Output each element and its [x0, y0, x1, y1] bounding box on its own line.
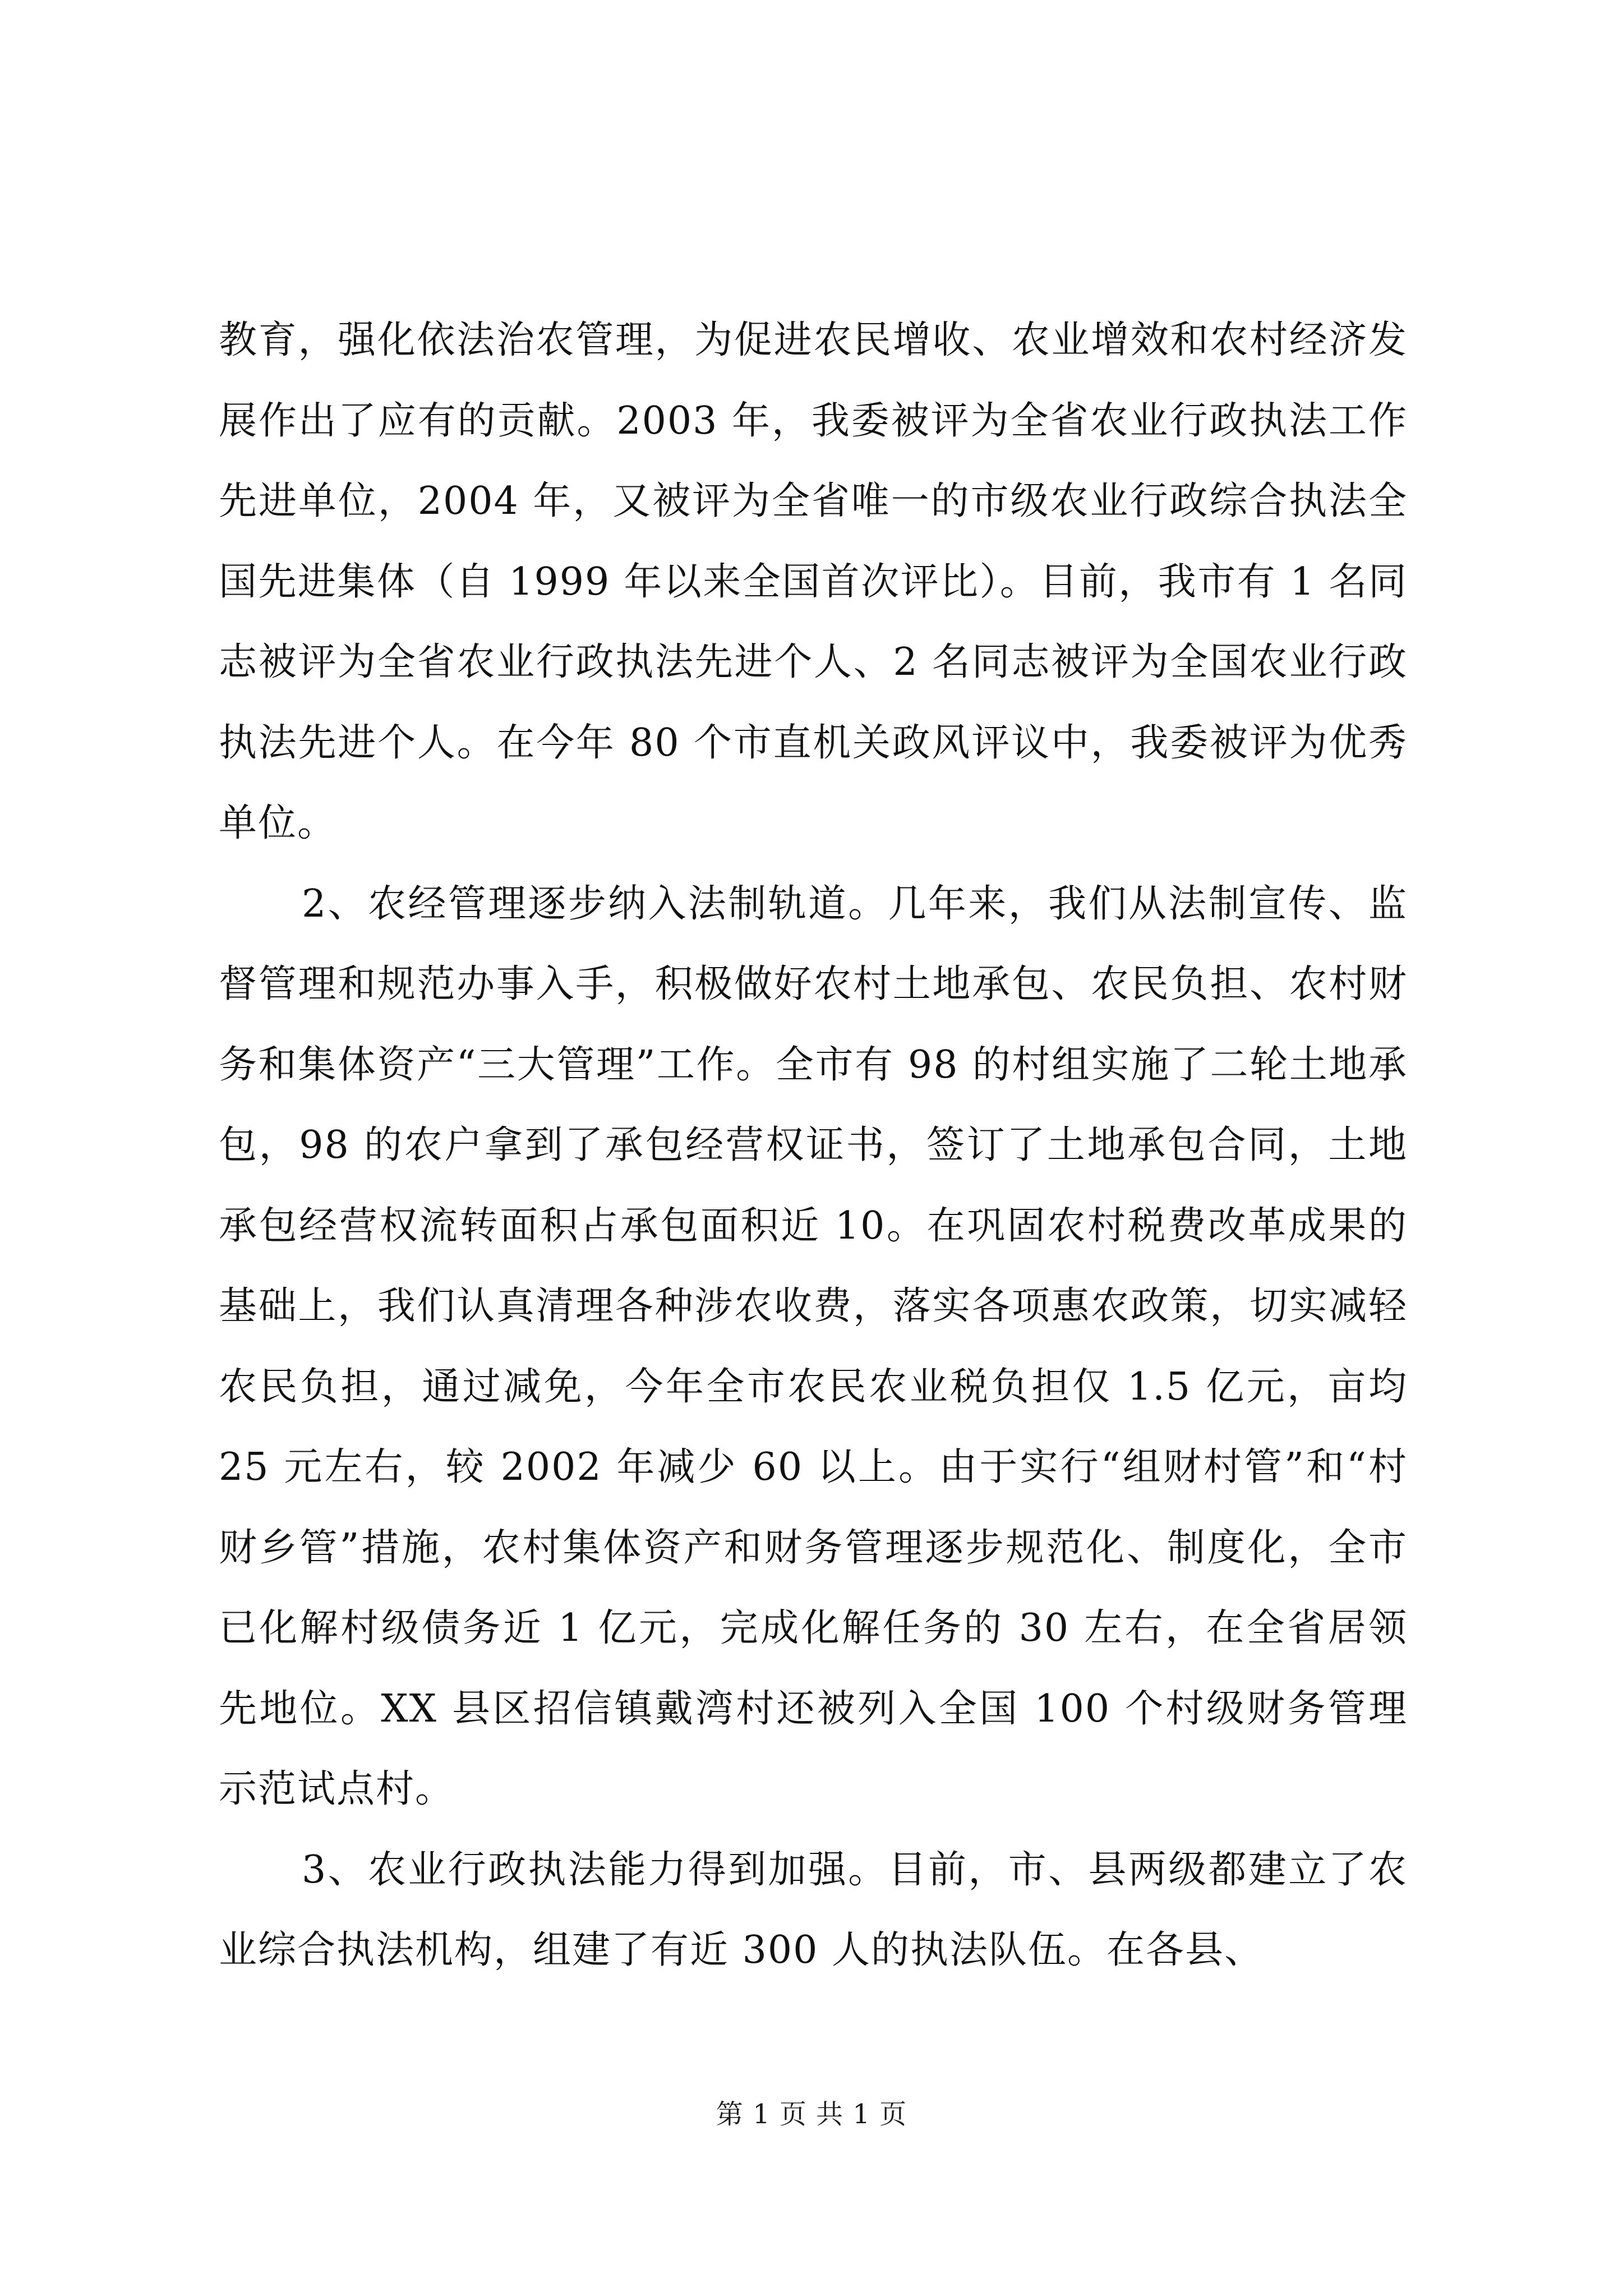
page-number-footer: 第 1 页 共 1 页	[716, 2099, 907, 2130]
paragraph-continuation: 教育，强化依法治农管理，为促进农民增收、农业增效和农村经济发展作出了应有的贡献。2003 年，我委被评为全省农业行政执法工作先进单位，2004 年，又被评为全省唯一的市级农业行政综合执法全国先进集体（自 1999 年以来全国首次评比）。目前，我市有 1 名同志被评为全省农业行政执法先进个人、2 名同志被评为全国农业行政执法先进个人。在今年 80 个市直机关政风评议中，我委被评为优秀单位。	[219, 318, 1408, 845]
paragraph-farm-economy-management: 2、农经管理逐步纳入法制轨道。几年来，我们从法制宣传、监督管理和规范办事入手，积极做好农村土地承包、农民负担、农村财务和集体资产“三大管理”工作。全市有 98 的村组实施了二轮土地承包，98 的农户拿到了承包经营权证书，签订了土地承包合同，土地承包经营权流转面积占承包面积近 10。在巩固农村税费改革成果的基础上，我们认真清理各种涉农收费，落实各项惠农政策，切实减轻农民负担，通过减免，今年全市农民农业税负担仅 1.5 亿元，亩均 25 元左右，较 2002 年减少 60 以上。由于实行“组财村管”和“村财乡管”措施，农村集体资产和财务管理逐步规范化、制度化，全市已化解村级债务近 1 亿元，完成化解任务的 30 左右，在全省居领先地位。XX 县区招信镇戴湾村还被列入全国 100 个村级财务管理示范试点村。	[219, 881, 1408, 1811]
paragraph-law-enforcement-capacity: 3、农业行政执法能力得到加强。目前，市、县两级都建立了农业综合执法机构，组建了有近 300 人的执法队伍。在各县、	[219, 1847, 1408, 1972]
document-body	[219, 300, 1408, 1991]
